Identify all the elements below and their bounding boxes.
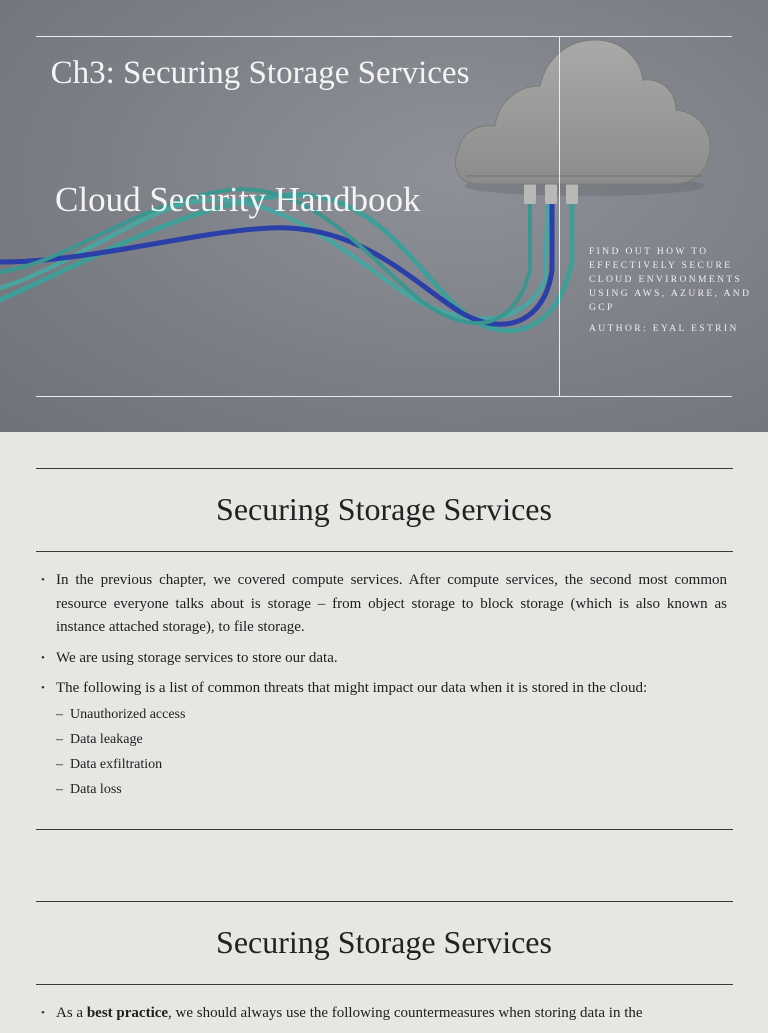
list-item	[40, 1002, 727, 1026]
slide-heading: Securing Storage Services	[216, 924, 552, 960]
dash-marker: –	[56, 706, 63, 722]
threat-item	[56, 753, 727, 776]
slide-heading: Securing Storage Services	[216, 491, 552, 527]
cover-author: AUTHOR: EYAL ESTRIN	[589, 324, 739, 334]
dash-marker: –	[56, 731, 63, 747]
cloud-icon	[455, 40, 710, 184]
heading-bottom-rule	[36, 984, 733, 985]
top-divider	[36, 36, 732, 37]
threat-list	[56, 703, 727, 801]
bullet-text: The following is a list of common threats that might impact our data when it is stored in the cloud:	[56, 680, 648, 696]
bullet-marker: •	[41, 651, 45, 664]
dash-marker: –	[56, 781, 63, 797]
dash-marker: –	[56, 756, 63, 772]
cover-slide	[0, 0, 768, 432]
connector	[545, 184, 557, 204]
cover-subtitle: Cloud Security Handbook	[55, 180, 421, 219]
bullet-text: We are using storage services to store our data.	[56, 649, 338, 666]
bullet-list	[40, 569, 727, 808]
heading-top-rule	[36, 468, 733, 469]
cover-tagline: FIND OUT HOW TO EFFECTIVELY SECURE CLOUD ENVIRONMENTS USING AWS, AZURE, AND GCP	[589, 247, 752, 313]
threat-text: Data loss	[70, 781, 122, 797]
connector	[524, 184, 536, 204]
vertical-divider	[559, 36, 560, 397]
bullet-list	[40, 1002, 727, 1033]
bullet-text: In the previous chapter, we covered compute services. After compute services, the second most common resource everyone talks about is storage – from object storage to block storage (which is also known as instance attached storage), to file storage.	[56, 572, 727, 635]
bullet-text-bold: best practice	[86, 1005, 169, 1021]
bullet-marker: •	[41, 574, 45, 586]
slide-securing-storage-1	[0, 432, 768, 900]
connector	[566, 184, 578, 204]
threat-text: Unauthorized access	[70, 706, 186, 722]
threat-item	[56, 703, 727, 726]
bullet-text-prefix: As a	[56, 1005, 87, 1021]
threat-item	[56, 728, 727, 751]
slide-bottom-rule	[36, 829, 733, 830]
bottom-divider	[36, 396, 732, 397]
bullet-marker: •	[41, 682, 45, 694]
list-item	[40, 677, 727, 801]
bullet-marker: •	[41, 1007, 45, 1019]
heading-bottom-rule	[36, 551, 733, 552]
list-item	[40, 569, 727, 640]
list-item	[40, 647, 727, 671]
heading-top-rule	[36, 901, 733, 902]
threat-text: Data exfiltration	[70, 756, 163, 772]
bullet-text-suffix: , we should always use the following countermeasures when storing data in the	[168, 1005, 643, 1021]
slide-securing-storage-2	[0, 900, 768, 1024]
threat-text: Data leakage	[70, 731, 143, 747]
cover-title: Ch3: Securing Storage Services	[50, 55, 470, 91]
threat-item	[56, 778, 727, 801]
